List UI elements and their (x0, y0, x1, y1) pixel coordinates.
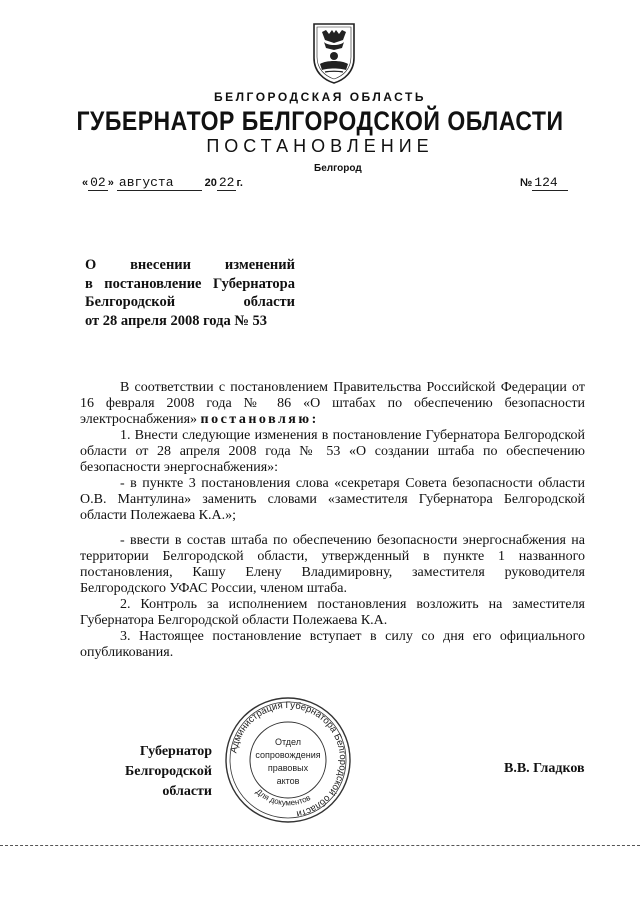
date-month: августа (117, 175, 202, 191)
document-subject (85, 256, 295, 330)
document-number (520, 175, 568, 190)
coat-of-arms-emblem (312, 22, 356, 84)
number-value: 124 (532, 175, 567, 191)
signatory-position-line: Белгородской области (125, 764, 212, 799)
subject-line: Белгородской области (85, 294, 295, 310)
stamp-center-line: актов (276, 776, 300, 786)
stamp-center-line: сопровождения (255, 750, 321, 760)
document-type: ПОСТАНОВЛЕНИЕ (206, 136, 434, 156)
date-year-prefix: 20 (204, 177, 217, 189)
document-date (82, 175, 243, 190)
body-paragraph-amendment-a: - в пункте 3 постановления слова «секретаря Совета безопасности области О.В. Мантулина» заменить словами «заместителя Губернатора Белгородской области Полежаева К.А.»; (80, 476, 585, 523)
preamble-emphasis: постановляю: (200, 412, 319, 427)
body-paragraph-amendment-b: - ввести в состав штаба по обеспечению безопасности энергоснабжения на территории Белгородской области, утвержденный в пункте 1 названного постановления, Кашу Елену Владимировну, заместителя руководителя Белгородского УФАС России, членом штаба. (80, 533, 585, 596)
signatory-name: В.В. Гладков (504, 761, 585, 776)
body-paragraph-3: 3. Настоящее постановление вступает в силу со дня его официального опубликования. (80, 629, 585, 660)
subject-line: в постановление Губернатора (85, 275, 295, 292)
subject-line: О внесении изменений (85, 257, 295, 273)
preamble-text: В соответствии с постановлением Правительства Российской Федерации от 16 февраля 2008 года № 86 «О штабах по обеспечению безопасности электроснабжения» (80, 380, 585, 427)
body-paragraph-2: 2. Контроль за исполнением постановления возложить на заместителя Губернатора Белгородской области Полежаева К.А. (80, 597, 585, 628)
stamp-center-line: Отдел (274, 737, 302, 747)
subject-line: от 28 апреля 2008 года № 53 (85, 312, 268, 329)
city-name: Белгород (314, 163, 362, 174)
region-name: БЕЛГОРОДСКАЯ ОБЛАСТЬ (214, 90, 426, 104)
signatory-position-line: Губернатор (139, 744, 212, 759)
body-paragraph-preamble (80, 380, 585, 428)
document-author-title: ГУБЕРНАТОР БЕЛГОРОДСКОЙ ОБЛАСТИ (76, 105, 564, 136)
official-stamp (224, 696, 352, 824)
date-open-quote: « (82, 177, 89, 189)
date-close-quote: » (107, 177, 114, 189)
stamp-ring-text: Администрация Губернатора Белгородской области (228, 699, 349, 820)
date-day: 02 (90, 175, 106, 190)
document-body (80, 380, 585, 661)
stamp-center-line: правовых (267, 763, 309, 773)
stamp-ring-bottom-text: Для документов (254, 787, 312, 808)
signatory-position (100, 742, 212, 802)
bottom-divider (0, 845, 640, 846)
body-paragraph-1: 1. Внести следующие изменения в постановление Губернатора Белгородской области от 28 апреля 2008 года № 53 «О создании штаба по обеспечению безопасности энергоснабжения»: (80, 428, 585, 475)
date-year-suffix: 22 (218, 175, 235, 190)
date-year-label: г. (236, 177, 243, 189)
number-label: № (520, 177, 533, 189)
